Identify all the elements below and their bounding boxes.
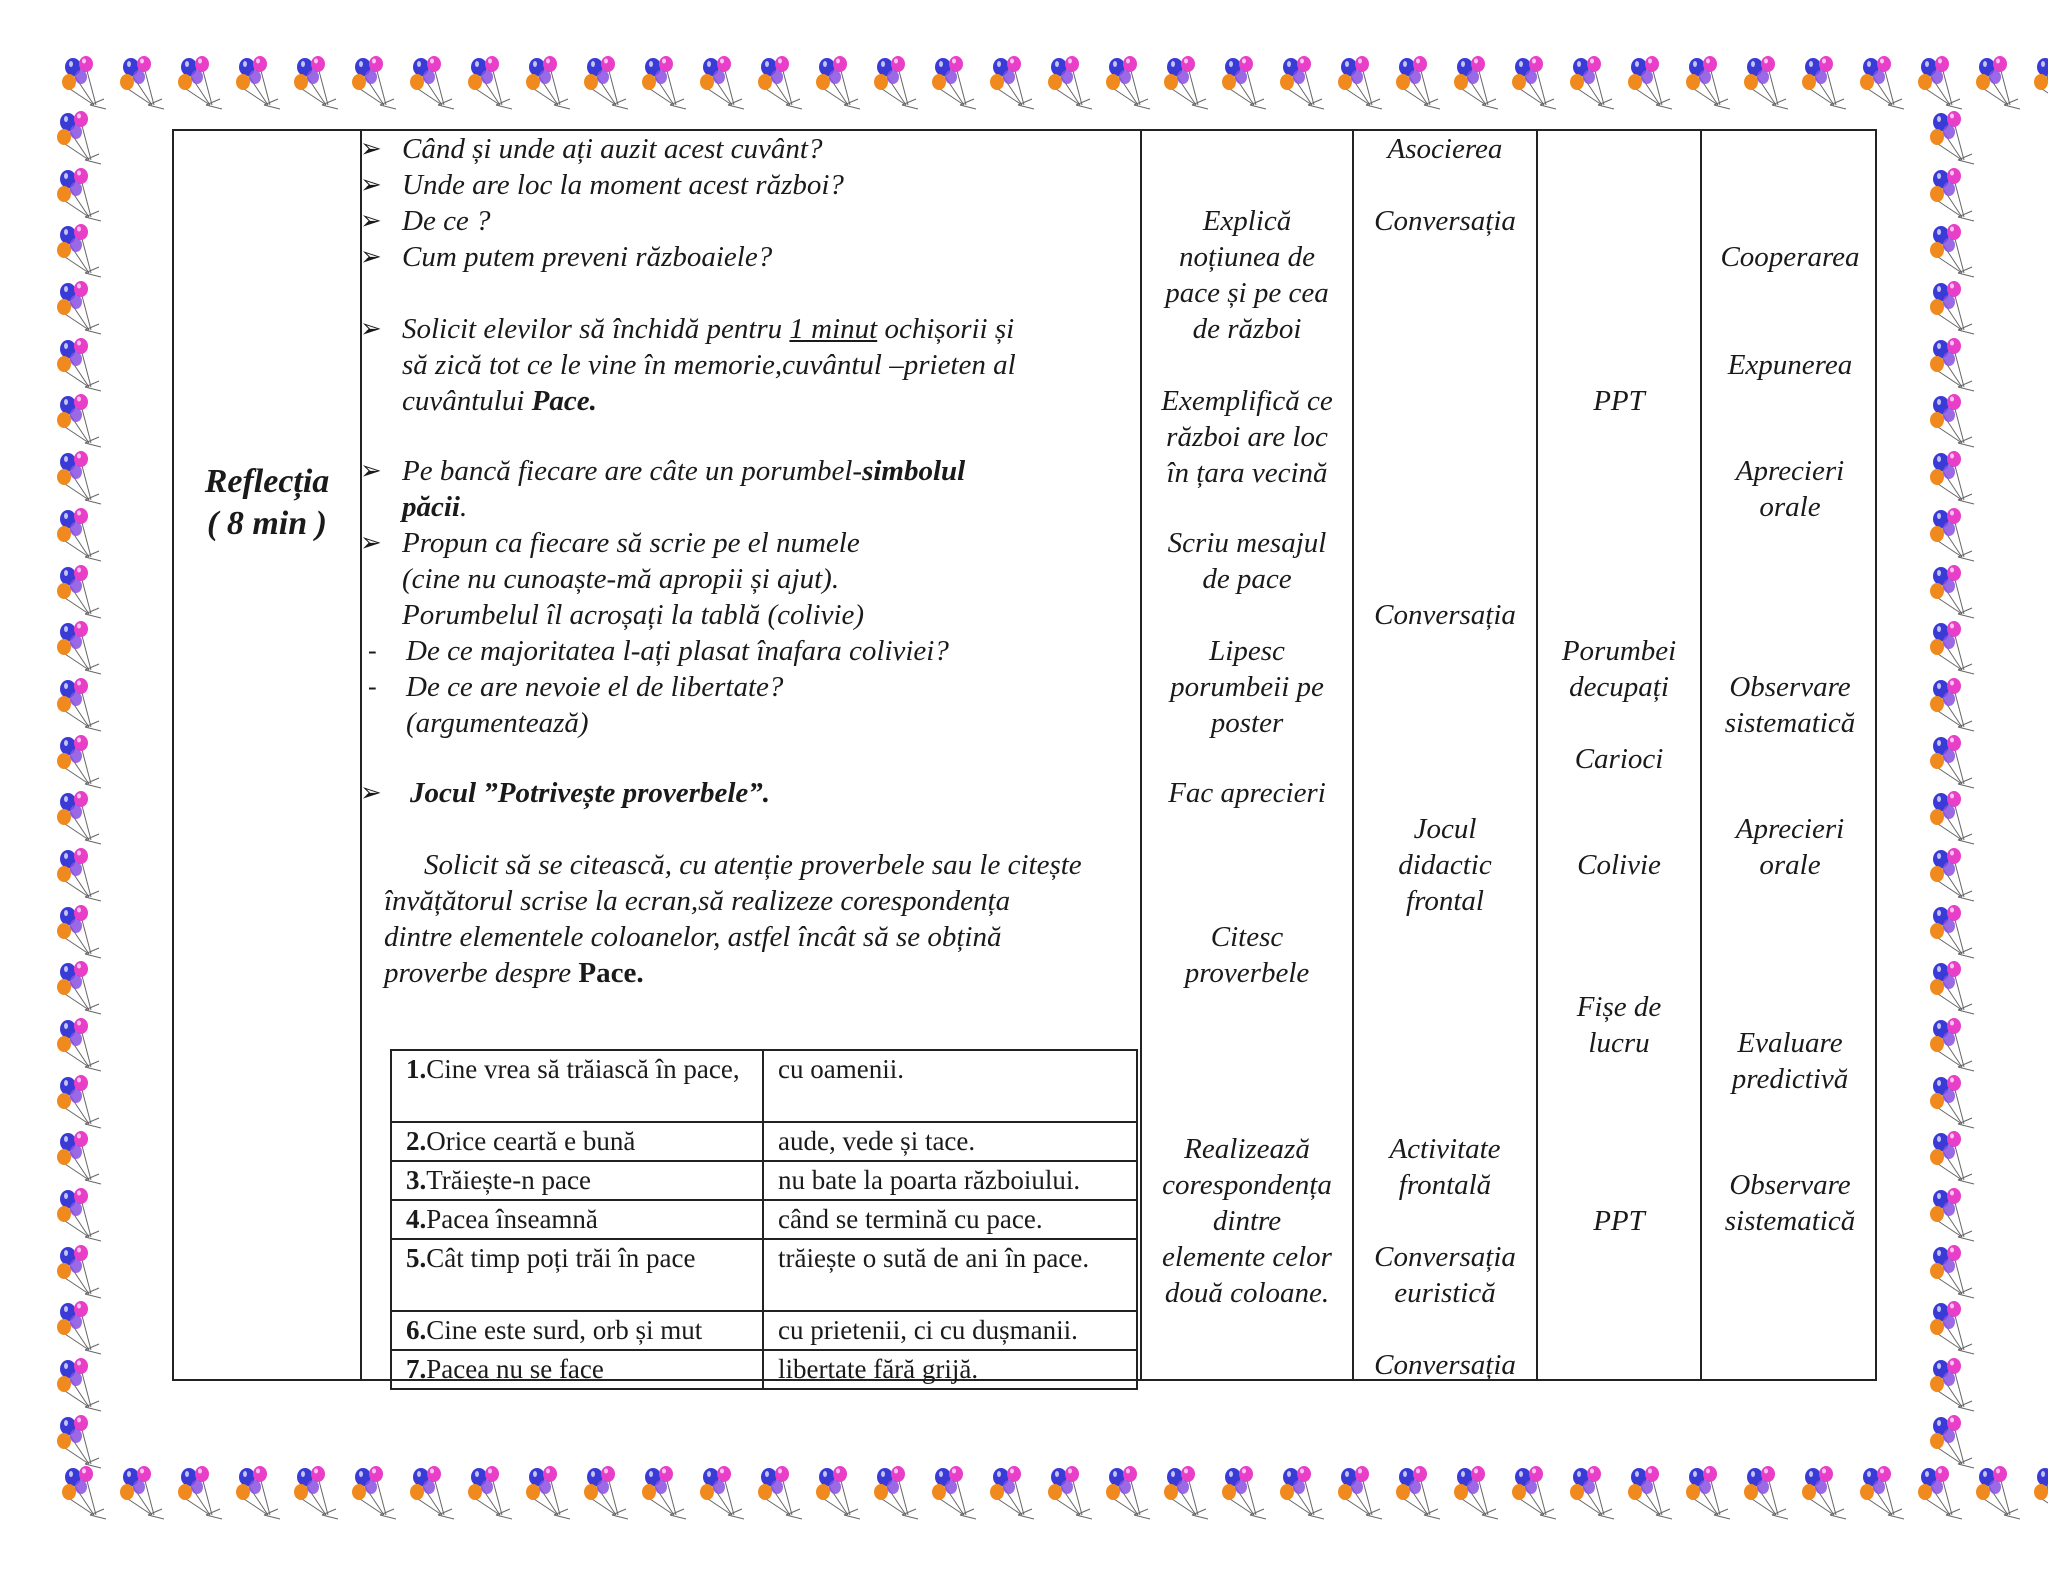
- student-text: porumbeii pe: [1170, 671, 1324, 703]
- resource-ppt: PPT: [1593, 385, 1645, 417]
- balloon-bunch-icon: [872, 1465, 930, 1527]
- method-conversation: Conversația: [1374, 599, 1516, 631]
- proverb-start-text: Pacea nu se face: [426, 1354, 604, 1384]
- student-text: două coloane.: [1164, 1277, 1330, 1309]
- balloon-bunch-icon: [118, 55, 176, 117]
- method-text: euristică: [1394, 1277, 1496, 1309]
- resource-ppt: PPT: [1593, 1205, 1645, 1237]
- eval-text: orale: [1759, 849, 1821, 881]
- balloon-bunch-icon: [1452, 55, 1510, 117]
- question-item: [360, 239, 1122, 275]
- proverb-start-text: Orice ceartă e bună: [426, 1126, 636, 1156]
- proverb-number: 5.: [406, 1243, 427, 1273]
- balloon-bunch-icon: [1916, 55, 1974, 117]
- eval-systematic-observation: [1702, 669, 1878, 741]
- balloon-bunch-icon: [55, 507, 117, 563]
- balloon-bunch-icon: [1626, 55, 1684, 117]
- balloon-bunch-icon: [1928, 734, 1990, 790]
- balloon-bunch-icon: [350, 1465, 408, 1527]
- proverb-end-cell: aude, vede și tace.: [763, 1122, 1137, 1161]
- student-text: Scriu mesajul: [1167, 527, 1327, 559]
- proverb-start-cell: [391, 1311, 763, 1350]
- balloon-bunch-icon: [234, 55, 292, 117]
- balloon-bunch-icon: [1162, 1465, 1220, 1527]
- student-text: noțiunea de: [1178, 241, 1316, 273]
- balloon-bunch-icon: [1858, 55, 1916, 117]
- balloon-bunch-icon: [930, 55, 988, 117]
- proverb-number: 4.: [406, 1204, 427, 1234]
- resource-text: decupați: [1569, 671, 1669, 703]
- resource-text: lucru: [1588, 1027, 1650, 1059]
- pigeon-line-1: [402, 453, 1122, 489]
- method-conversation: Conversația: [1374, 205, 1516, 237]
- balloon-bunch-icon: [55, 1414, 117, 1470]
- balloon-border-bottom: [60, 1465, 1990, 1527]
- game-item: [360, 775, 1130, 811]
- propose-line: (cine nu cunoaște-mă apropii și ajut).: [402, 563, 840, 595]
- method-heuristic-conversation: [1354, 1239, 1536, 1311]
- balloon-bunch-icon: [292, 1465, 350, 1527]
- solicit-line-1: [402, 311, 1122, 347]
- balloon-bunch-icon: [1928, 223, 1990, 279]
- balloon-bunch-icon: [1928, 450, 1990, 506]
- proverb-start-cell: [391, 1161, 763, 1200]
- student-text: Realizează: [1184, 1133, 1310, 1165]
- balloon-bunch-icon: [55, 847, 117, 903]
- instructions-line: [384, 955, 1144, 991]
- pigeon-text: .: [460, 491, 468, 523]
- balloon-bunch-icon: [55, 110, 117, 166]
- balloon-bunch-icon: [988, 55, 1046, 117]
- balloon-bunch-icon: [1928, 677, 1990, 733]
- make-appreciations: [1142, 775, 1352, 811]
- balloon-bunch-icon: [1510, 55, 1568, 117]
- solicit-duration: 1 minut: [789, 313, 878, 345]
- balloon-bunch-icon: [292, 55, 350, 117]
- balloon-bunch-icon: [1394, 1465, 1452, 1527]
- balloon-bunch-icon: [1220, 1465, 1278, 1527]
- resource-markers: Carioci: [1574, 743, 1664, 775]
- balloon-bunch-icon: [814, 1465, 872, 1527]
- question-item: [360, 131, 1122, 167]
- balloon-bunch-icon: [176, 1465, 234, 1527]
- balloon-bunch-icon: [524, 55, 582, 117]
- instructions-line: învățătorul scrise la ecran,să realizeze corespondența: [384, 885, 1011, 917]
- balloon-bunch-icon: [55, 450, 117, 506]
- propose-item: [360, 525, 1122, 633]
- method-text: Jocul: [1413, 813, 1477, 845]
- student-text: de război: [1192, 313, 1302, 345]
- balloon-bunch-icon: [55, 167, 117, 223]
- proverb-end-cell: libertate fără grijă.: [763, 1350, 1137, 1389]
- lesson-plan-table: [172, 129, 1877, 1384]
- solicit-keyword: Pace.: [531, 385, 597, 417]
- eval-text: sistematică: [1724, 1205, 1856, 1237]
- student-text: Fac aprecieri: [1168, 777, 1326, 809]
- balloon-bunch-icon: [55, 677, 117, 733]
- balloon-bunch-icon: [1928, 564, 1990, 620]
- proverb-row: [391, 1200, 1137, 1239]
- eval-text: Evaluare: [1737, 1027, 1843, 1059]
- balloon-border-top: [60, 55, 1990, 117]
- balloon-bunch-icon: [60, 55, 118, 117]
- balloon-bunch-icon: [1336, 55, 1394, 117]
- balloon-bunch-icon: [55, 1300, 117, 1356]
- proverb-end-cell: nu bate la poarta războiului.: [763, 1161, 1137, 1200]
- balloon-bunch-icon: [1928, 790, 1990, 846]
- balloon-bunch-icon: [1510, 1465, 1568, 1527]
- balloon-bunch-icon: [930, 1465, 988, 1527]
- proverb-row: [391, 1239, 1137, 1311]
- eval-text: Aprecieri: [1735, 455, 1845, 487]
- student-text: proverbele: [1184, 957, 1310, 989]
- proverb-row: [391, 1311, 1137, 1350]
- explain-notion: [1142, 203, 1352, 347]
- method-conversation: Conversația: [1374, 1349, 1516, 1381]
- stick-pigeons: [1142, 633, 1352, 741]
- method-text: Activitate: [1389, 1133, 1501, 1165]
- student-text: în țara vecină: [1166, 457, 1328, 489]
- proverb-start-text: Cine vrea să trăiască în pace,: [426, 1054, 740, 1084]
- resource-pigeons: [1538, 633, 1700, 705]
- student-text: dintre: [1212, 1205, 1282, 1237]
- student-text: Explică: [1202, 205, 1292, 237]
- balloon-bunch-icon: [756, 55, 814, 117]
- balloon-bunch-icon: [1928, 1017, 1990, 1073]
- question-item: [360, 203, 1122, 239]
- balloon-bunch-icon: [1928, 1130, 1990, 1186]
- solicit-text: Solicit elevilor să închidă pentru: [402, 313, 790, 345]
- instructions-line: Solicit să se citească, cu atenție proverbele sau le citește: [424, 849, 1082, 881]
- balloon-bunch-icon: [1220, 55, 1278, 117]
- resource-text: Fișe de: [1576, 991, 1662, 1023]
- balloon-bunch-icon: [756, 1465, 814, 1527]
- balloon-border-left: [55, 110, 117, 1470]
- balloon-bunch-icon: [1928, 1187, 1990, 1243]
- balloon-bunch-icon: [1928, 620, 1990, 676]
- solicit-text: cuvântului: [402, 385, 532, 417]
- method-frontal-activity: [1354, 1131, 1536, 1203]
- question-text: Cum putem preveni războaiele?: [402, 241, 773, 273]
- solicit-text: ochișorii și: [877, 313, 1015, 345]
- resources-cell: [1538, 131, 1700, 1379]
- balloon-bunch-icon: [1162, 55, 1220, 117]
- balloon-bunch-icon: [640, 1465, 698, 1527]
- instructions-keyword: Pace.: [578, 957, 644, 989]
- balloon-bunch-icon: [1684, 1465, 1742, 1527]
- balloon-bunch-icon: [1928, 507, 1990, 563]
- balloon-bunch-icon: [1928, 847, 1990, 903]
- balloon-bunch-icon: [55, 1130, 117, 1186]
- instructions-paragraph: [384, 847, 1144, 991]
- propose-line: Porumbelul îl acroșați la tablă (colivie): [402, 599, 865, 631]
- balloon-bunch-icon: [1742, 1465, 1800, 1527]
- balloon-bunch-icon: [582, 1465, 640, 1527]
- proverbs-table: [390, 1049, 1138, 1390]
- balloon-bunch-icon: [1104, 55, 1162, 117]
- balloon-bunch-icon: [55, 904, 117, 960]
- balloon-bunch-icon: [1684, 55, 1742, 117]
- proverb-start-text: Trăiește-n pace: [426, 1165, 591, 1195]
- balloon-bunch-icon: [1928, 280, 1990, 336]
- student-text: de pace: [1202, 563, 1292, 595]
- balloon-bunch-icon: [234, 1465, 292, 1527]
- pigeon-text: Pe bancă fiecare are câte un porumbel-: [402, 455, 863, 487]
- balloon-bunch-icon: [1800, 1465, 1858, 1527]
- methods-cell: [1354, 131, 1536, 1379]
- proverb-end-cell: când se termină cu pace.: [763, 1200, 1137, 1239]
- dash-question-item: [368, 633, 1126, 669]
- proverb-end-cell: cu prietenii, ci cu dușmanii.: [763, 1311, 1137, 1350]
- instructions-text: proverbe despre: [384, 957, 579, 989]
- stage-cell: [174, 461, 360, 545]
- balloon-bunch-icon: [814, 55, 872, 117]
- proverb-end-cell: cu oamenii.: [763, 1050, 1137, 1122]
- balloon-bunch-icon: [1928, 904, 1990, 960]
- balloon-bunch-icon: [1974, 55, 2032, 117]
- balloon-bunch-icon: [1046, 1465, 1104, 1527]
- match-columns: [1142, 1131, 1352, 1311]
- balloon-bunch-icon: [1974, 1465, 2032, 1527]
- balloon-bunch-icon: [1452, 1465, 1510, 1527]
- method-text: Conversația: [1374, 1241, 1516, 1273]
- proverb-start-text: Pacea înseamnă: [426, 1204, 598, 1234]
- balloon-bunch-icon: [1928, 1414, 1990, 1470]
- balloon-bunch-icon: [1568, 55, 1626, 117]
- eval-text: Observare: [1729, 671, 1851, 703]
- dash-bullet: -: [368, 636, 377, 665]
- balloon-bunch-icon: [55, 1244, 117, 1300]
- student-text: corespondența: [1162, 1169, 1332, 1201]
- balloon-bunch-icon: [582, 55, 640, 117]
- read-proverbs: [1142, 919, 1352, 991]
- propose-line: Propun ca fiecare să scrie pe el numele: [402, 527, 860, 559]
- write-message: [1142, 525, 1352, 597]
- eval-text: orale: [1759, 491, 1821, 523]
- student-text: Exemplifică ce: [1161, 385, 1333, 417]
- balloon-bunch-icon: [55, 620, 117, 676]
- balloon-bunch-icon: [55, 734, 117, 790]
- proverb-number: 3.: [406, 1165, 427, 1195]
- pigeon-line-2: [402, 489, 1122, 525]
- balloon-bunch-icon: [1336, 1465, 1394, 1527]
- proverb-row: [391, 1050, 1137, 1122]
- balloon-bunch-icon: [1104, 1465, 1162, 1527]
- eval-predictive: [1702, 1025, 1878, 1097]
- balloon-bunch-icon: [698, 55, 756, 117]
- solicit-item: [360, 311, 1122, 419]
- balloon-bunch-icon: [2032, 1465, 2048, 1527]
- balloon-bunch-icon: [1394, 55, 1452, 117]
- pigeon-keyword: păcii: [402, 491, 460, 523]
- balloon-bunch-icon: [1916, 1465, 1974, 1527]
- method-didactic-game: [1354, 811, 1536, 919]
- dash-question-text: De ce are nevoie el de libertate?: [406, 671, 784, 703]
- balloon-bunch-icon: [1858, 1465, 1916, 1527]
- student-activity-cell: [1142, 131, 1352, 1379]
- balloon-bunch-icon: [1278, 55, 1336, 117]
- balloon-bunch-icon: [872, 55, 930, 117]
- solicit-line-2: să zică tot ce le vine în memorie,cuvântul –prieten al: [402, 349, 1016, 381]
- balloon-bunch-icon: [1278, 1465, 1336, 1527]
- dash-question-text: (argumentează): [406, 707, 589, 739]
- balloon-bunch-icon: [118, 1465, 176, 1527]
- proverb-start-text: Cât timp poți trăi în pace: [426, 1243, 696, 1273]
- proverb-row: [391, 1161, 1137, 1200]
- eval-cooperation: Cooperarea: [1720, 241, 1860, 273]
- balloon-bunch-icon: [988, 1465, 1046, 1527]
- balloon-bunch-icon: [466, 55, 524, 117]
- pigeon-item: [360, 453, 1122, 525]
- balloon-bunch-icon: [350, 55, 408, 117]
- arrow-bullet-icon: ➢: [360, 314, 382, 343]
- question-item: [360, 167, 1122, 203]
- proverb-number: 6.: [406, 1315, 427, 1345]
- balloon-bunch-icon: [55, 1017, 117, 1073]
- student-text: război are loc: [1166, 421, 1328, 453]
- balloon-bunch-icon: [1046, 55, 1104, 117]
- proverb-start-cell: [391, 1050, 763, 1122]
- resource-worksheets: [1538, 989, 1700, 1061]
- balloon-bunch-icon: [466, 1465, 524, 1527]
- arrow-bullet-icon: ➢: [360, 134, 382, 163]
- arrow-bullet-icon: ➢: [360, 456, 382, 485]
- question-text: De ce ?: [402, 205, 491, 237]
- eval-text: Observare: [1729, 1169, 1851, 1201]
- balloon-bunch-icon: [408, 55, 466, 117]
- game-title: Jocul ”Potrivește proverbele”.: [410, 777, 770, 809]
- balloon-bunch-icon: [640, 55, 698, 117]
- balloon-bunch-icon: [55, 1357, 117, 1413]
- proverb-start-cell: [391, 1200, 763, 1239]
- balloon-bunch-icon: [55, 564, 117, 620]
- method-text: frontală: [1398, 1169, 1492, 1201]
- balloon-bunch-icon: [524, 1465, 582, 1527]
- student-text: Citesc: [1210, 921, 1284, 953]
- student-text: poster: [1210, 707, 1284, 739]
- question-text: Unde are loc la moment acest război?: [402, 169, 844, 201]
- balloon-bunch-icon: [55, 337, 117, 393]
- eval-text: predictivă: [1731, 1063, 1849, 1095]
- resource-text: Porumbei: [1561, 635, 1677, 667]
- balloon-bunch-icon: [1800, 55, 1858, 117]
- student-text: elemente celor: [1162, 1241, 1332, 1273]
- balloon-bunch-icon: [55, 280, 117, 336]
- balloon-bunch-icon: [55, 1187, 117, 1243]
- eval-text: Aprecieri: [1735, 813, 1845, 845]
- balloon-bunch-icon: [55, 223, 117, 279]
- exemplify-war: [1142, 383, 1352, 491]
- balloon-bunch-icon: [1626, 1465, 1684, 1527]
- balloon-bunch-icon: [698, 1465, 756, 1527]
- proverb-start-cell: [391, 1350, 763, 1389]
- balloon-bunch-icon: [1928, 110, 1990, 166]
- method-association: Asocierea: [1387, 133, 1503, 165]
- proverb-number: 1.: [406, 1054, 427, 1084]
- method-text: didactic: [1398, 849, 1492, 881]
- balloon-bunch-icon: [408, 1465, 466, 1527]
- balloon-bunch-icon: [1928, 960, 1990, 1016]
- balloon-bunch-icon: [1928, 337, 1990, 393]
- arrow-bullet-icon: ➢: [360, 242, 382, 271]
- student-text: pace și pe cea: [1165, 277, 1329, 309]
- balloon-bunch-icon: [1928, 1300, 1990, 1356]
- stage-title: Reflecția: [204, 463, 330, 500]
- dash-question-item: [368, 669, 1126, 741]
- balloon-bunch-icon: [55, 790, 117, 846]
- dash-question-text: De ce majoritatea l-ați plasat înafara coliviei?: [406, 635, 949, 667]
- proverb-number: 2.: [406, 1126, 427, 1156]
- arrow-bullet-icon: ➢: [360, 206, 382, 235]
- eval-exposition: Expunerea: [1727, 349, 1853, 381]
- pigeon-keyword: simbolul: [862, 455, 966, 487]
- balloon-bunch-icon: [60, 1465, 118, 1527]
- arrow-bullet-icon: ➢: [360, 170, 382, 199]
- balloon-bunch-icon: [1742, 55, 1800, 117]
- proverb-row: [391, 1350, 1137, 1389]
- student-text: Lipesc: [1209, 635, 1285, 667]
- resource-cage: Colivie: [1577, 849, 1661, 881]
- balloon-bunch-icon: [1928, 393, 1990, 449]
- eval-text: sistematică: [1724, 707, 1856, 739]
- balloon-bunch-icon: [1928, 1244, 1990, 1300]
- proverb-end-cell: trăiește o sută de ani în pace.: [763, 1239, 1137, 1311]
- balloon-bunch-icon: [55, 393, 117, 449]
- balloon-bunch-icon: [55, 1074, 117, 1130]
- balloon-bunch-icon: [176, 55, 234, 117]
- stage-duration: ( 8 min ): [207, 505, 327, 542]
- proverb-start-cell: [391, 1122, 763, 1161]
- eval-oral-appreciations: [1702, 453, 1878, 525]
- balloon-bunch-icon: [1928, 167, 1990, 223]
- balloon-bunch-icon: [1928, 1357, 1990, 1413]
- proverb-row: [391, 1122, 1137, 1161]
- balloon-bunch-icon: [55, 960, 117, 1016]
- eval-oral-appreciations: [1702, 811, 1878, 883]
- arrow-bullet-icon: ➢: [360, 528, 382, 557]
- method-text: frontal: [1406, 885, 1484, 917]
- balloon-bunch-icon: [1568, 1465, 1626, 1527]
- proverb-number: 7.: [406, 1354, 427, 1384]
- question-text: Când și unde ați auzit acest cuvânt?: [402, 133, 823, 165]
- proverb-start-text: Cine este surd, orb și mut: [426, 1315, 703, 1345]
- balloon-bunch-icon: [2032, 55, 2048, 117]
- eval-systematic-observation: [1702, 1167, 1878, 1239]
- balloon-border-right: [1928, 110, 1990, 1470]
- instructions-line: dintre elementele coloanelor, astfel încât să se obțină: [384, 921, 1002, 953]
- evaluation-cell: [1702, 131, 1878, 1379]
- arrow-bullet-icon: ➢: [360, 778, 382, 807]
- balloon-bunch-icon: [1928, 1074, 1990, 1130]
- dash-bullet: -: [368, 672, 377, 701]
- solicit-line-3: [402, 383, 1122, 419]
- proverb-start-cell: [391, 1239, 763, 1311]
